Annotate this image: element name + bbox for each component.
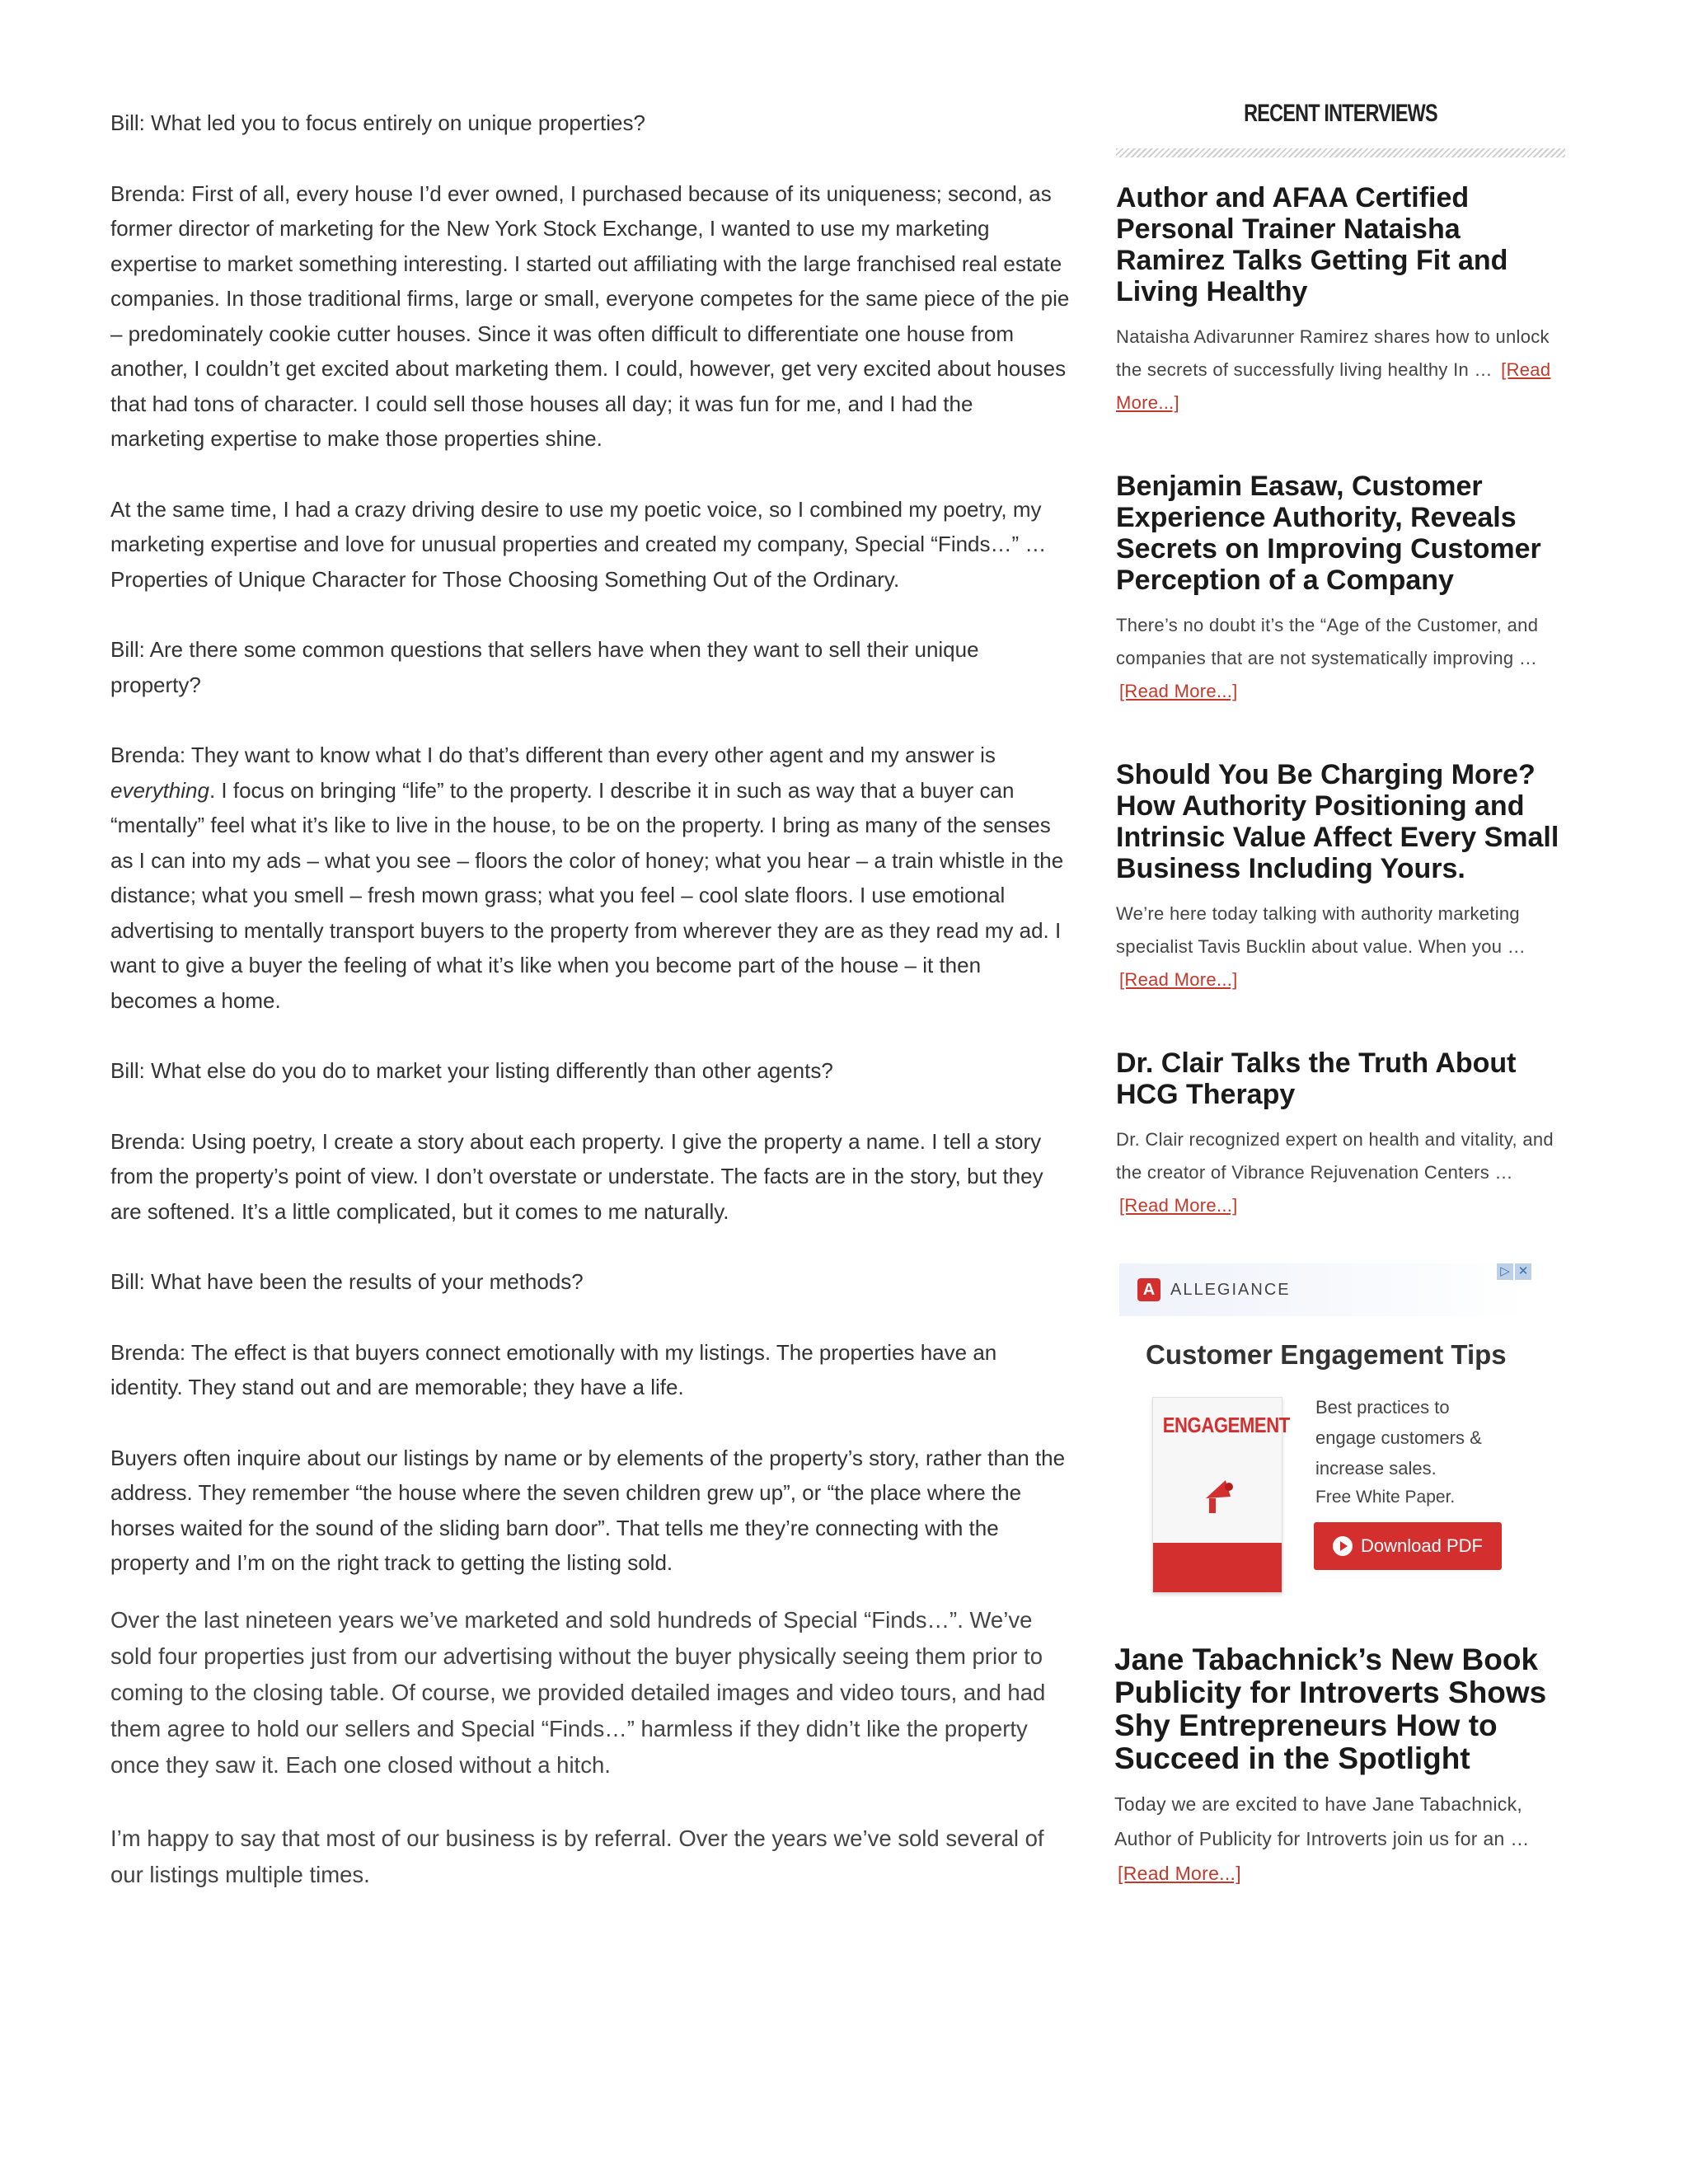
interview-title-link[interactable]: Benjamin Easaw, Customer Experience Authority, Reveals Secrets on Improving Customer Perception of a Company [1116, 471, 1541, 596]
interview-item [1116, 471, 1565, 708]
download-pdf-label: Download PDF [1361, 1535, 1483, 1556]
ad-header [1119, 1263, 1531, 1316]
interview-title-link[interactable]: Dr. Clair Talks the Truth About HCG Therapy [1116, 1047, 1517, 1110]
article-paragraph-2: Brenda: First of all, every house I’d ever owned, I purchased because of its uniqueness; second, as former director of marketing for the New York Stock Exchange, I wanted to use my marketing expertise to market something interesting. I started out affiliating with the large franchised real estate companies. In those traditional firms, large or small, everyone competes for the same piece of the pie – predominately cookie cutter houses. Since it was often difficult to differentiate one house from another, I couldn’t get excited about marketing them. I could, however, get very excited about houses that had tons of character. I could sell those houses all day; it was fun for me, and I had the marketing expertise to make those properties shine. [110, 180, 1070, 451]
article-paragraph-7: Brenda: Using poetry, I create a story about each property. I give the property a name. I tell a story from the property’s point of view. I don’t overstate or understate. The facts are in the story, but they are softened. It’s a little complicated, but it comes to me naturally. [110, 1128, 1043, 1224]
article-paragraph-11: Over the last nineteen years we’ve marketed and sold hundreds of Special “Finds…”. We’ve sold four properties just from our advertising without the buyer physically seeing them prior to coming to the closing table. Of course, we provided detailed images and video tours, and had them agree to hold our sellers and Special “Finds…” harmless if they didn’t like the property once they saw it. Each one closed without a hitch. [110, 1606, 1046, 1778]
interview-excerpt [1116, 898, 1565, 996]
section-divider [1116, 148, 1565, 157]
ad-title: Customer Engagement Tips [1146, 1339, 1507, 1370]
ad-description: Best practices to engage customers & increase sales. [1315, 1397, 1482, 1479]
whitepaper-cover [1152, 1397, 1290, 1593]
read-more-link[interactable]: [Read More...] [1118, 1863, 1241, 1884]
megaphone-icon [1201, 1474, 1236, 1516]
article-body [110, 105, 1071, 1930]
interview-excerpt-text: There’s no doubt it’s the “Age of the Customer, and companies that are not systematically improving … [1116, 615, 1539, 668]
read-more-link[interactable]: [Read More...] [1116, 359, 1551, 413]
section-title: RECENT INTERVIEWS [1244, 100, 1437, 127]
article-paragraph-4: Bill: Are there some common questions that sellers have when they want to sell their unique property? [110, 637, 979, 697]
interview-excerpt-text: Nataisha Adivarunner Ramirez shares how to unlock the secrets of successfully living healthy In … [1116, 326, 1550, 380]
interview-item [1116, 1047, 1565, 1222]
interview-excerpt-text: Dr. Clair recognized expert on health and vitality, and the creator of Vibrance Rejuvenation Centers … [1116, 1129, 1554, 1183]
ad-close-icon[interactable]: ✕ [1515, 1263, 1531, 1280]
article-paragraph-12: I’m happy to say that most of our business is by referral. Over the years we’ve sold several of our listings multiple times. [110, 1825, 1044, 1887]
article-paragraph-5: Brenda: They want to know what I do that’s different than every other agent and my answer is everything. I focus on bringing “life” to the property. I describe it in such as way that a buyer can “mentally” feel what it’s like to live in the house, to be on the property. I bring as many of the senses as I can into my ads – what you see – floors the color of honey; what you hear – a train whistle in the distance; what you smell – fresh mown grass; what you feel – cool slate floors. I use emotional advertising to mentally transport buyers to the property from wherever they are as they read my ad. I want to give a buyer the feeling of what it’s like when you become part of the house – it then becomes a home. [110, 743, 1064, 1013]
play-icon [1333, 1536, 1353, 1556]
ad-info-icon[interactable]: ▷ [1497, 1263, 1513, 1280]
interview-excerpt [1116, 1123, 1565, 1222]
article-paragraph-1: Bill: What led you to focus entirely on unique properties? [110, 110, 645, 135]
ad-body [1119, 1371, 1531, 1585]
ad-choices[interactable] [1497, 1263, 1531, 1280]
read-more-link[interactable]: [Read More...] [1119, 969, 1238, 990]
book-footer [1153, 1543, 1282, 1592]
allegiance-logo-icon: A [1137, 1278, 1160, 1301]
ad-free-text: Free White Paper. [1315, 1488, 1456, 1507]
interview-excerpt-text: We’re here today talking with authority marketing specialist Tavis Bucklin about value. When you … [1116, 903, 1526, 957]
article-paragraph-6: Bill: What else do you do to market your listing differently than other agents? [110, 1058, 833, 1083]
read-more-link[interactable]: [Read More...] [1119, 1195, 1238, 1216]
interview-excerpt-text: Today we are excited to have Jane Tabachnick, Author of Publicity for Introverts join us for an … [1114, 1793, 1530, 1849]
interview-item [1116, 759, 1565, 996]
ad-brand: ALLEGIANCE [1170, 1280, 1291, 1299]
interview-excerpt [1116, 609, 1565, 708]
article-paragraph-3: At the same time, I had a crazy driving desire to use my poetic voice, so I combined my poetry, my marketing expertise and love for unusual properties and created my company, Special “Finds…” … Properties of Unique Character for Those Choosing Something Out of the Ordinary. [110, 496, 1047, 592]
interview-item [1114, 1643, 1564, 1891]
download-pdf-button[interactable] [1314, 1522, 1502, 1570]
interview-title-link[interactable]: Jane Tabachnick’s New Book Publicity for Introverts Shows Shy Entrepreneurs How to Succeed in the Spotlight [1114, 1643, 1547, 1775]
interview-title-link[interactable]: Author and AFAA Certified Personal Trainer Nataisha Ramirez Talks Getting Fit and Living Healthy [1116, 182, 1508, 307]
interview-item [1116, 182, 1565, 419]
interview-title-link[interactable]: Should You Be Charging More? How Authority Positioning and Intrinsic Value Affect Every Small Business Including Yours. [1116, 759, 1559, 884]
book-title: ENGAGEMENT [1162, 1413, 1290, 1437]
sidebar-recent-interviews [1116, 97, 1565, 1273]
article-paragraph-10: Buyers often inquire about our listings by name or by elements of the property’s story, rather than the address. They remember “the house where the seven children grew up”, or “the place where the horses waited for the sound of the sliding barn door”. That tells me they’re connecting with the property and I’m on the right track to getting the listing sold. [110, 1445, 1066, 1575]
interview-excerpt [1116, 321, 1565, 419]
article-paragraph-8: Bill: What have been the results of your methods? [110, 1269, 584, 1294]
advertisement[interactable] [1119, 1263, 1531, 1593]
interview-excerpt [1114, 1787, 1564, 1891]
read-more-link[interactable]: [Read More...] [1119, 681, 1238, 701]
article-paragraph-9: Brenda: The effect is that buyers connect emotionally with my listings. The properties have an identity. They stand out and are memorable; they have a life. [110, 1339, 997, 1399]
